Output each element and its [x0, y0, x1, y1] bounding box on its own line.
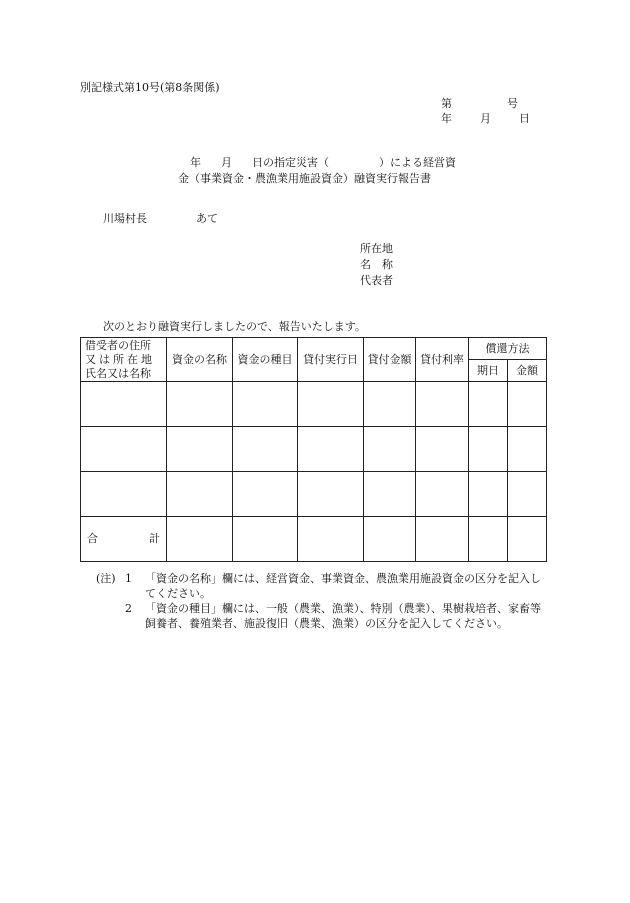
header-loan-amount: 貸付金額 [364, 338, 416, 382]
table-row [81, 472, 547, 517]
addressee-name: 川場村長 [103, 212, 147, 225]
header-fund-type: 資金の種目 [233, 338, 298, 382]
note-2-number: 2 [125, 602, 132, 615]
title-line-1 [190, 154, 456, 170]
header-loan-date: 貸付実行日 [298, 338, 364, 382]
title-close: ）による経営資 [379, 156, 456, 169]
header-row-1 [81, 338, 547, 360]
header-borrower: 借受者の住所 又は所在地 氏名又は名称 [81, 338, 167, 382]
note-1-number: 1 [125, 572, 132, 585]
notes [96, 571, 545, 631]
date-day: 日 [519, 112, 530, 125]
number-prefix: 第 [441, 97, 452, 110]
table-row [81, 382, 547, 427]
date-year: 年 [441, 112, 452, 125]
intro-text: 次のとおり融資実行しましたので、報告いたします。 [103, 320, 366, 333]
note-1 [96, 571, 545, 601]
date-month: 月 [480, 112, 491, 125]
header-interest-rate: 貸付利率 [416, 338, 469, 382]
header-period: 期日 [469, 360, 508, 382]
note-2-text: 「資金の種目」欄には、一般（農業、漁業）、特別（農業）、果樹栽培者、家畜等飼養者、養殖業者、施設復旧（農業、漁業）の区分を記入してください。 [145, 602, 541, 630]
title-day-disaster: 日の指定災害（ [252, 156, 329, 169]
header-amount: 金額 [508, 360, 547, 382]
document-number [441, 95, 518, 111]
title-line-2: 金（事業資金・農漁業用施設資金）融資実行報告書 [178, 172, 431, 185]
header-fund-name: 資金の名称 [167, 338, 233, 382]
note-2 [96, 601, 545, 631]
table-row [81, 427, 547, 472]
total-label: 合 計 [81, 517, 167, 562]
title-month: 月 [221, 156, 232, 169]
number-suffix: 号 [507, 97, 518, 110]
note-1-text: 「資金の名称」欄には、経営資金、事業資金、農漁業用施設資金の区分を記入してください。 [145, 572, 541, 600]
addressee-suffix: あて [196, 212, 218, 225]
header-repayment: 償還方法 [469, 338, 547, 360]
title-year: 年 [190, 156, 201, 169]
total-row [81, 517, 547, 562]
applicant-representative-label: 代表者 [360, 274, 393, 287]
document-date [441, 110, 530, 126]
notes-tag: (注) [96, 572, 116, 585]
loan-report-table [80, 337, 547, 562]
applicant-name-label: 名 称 [360, 258, 393, 271]
applicant-address-label: 所在地 [360, 242, 393, 255]
form-label: 別記様式第10号(第8条関係) [80, 81, 220, 94]
